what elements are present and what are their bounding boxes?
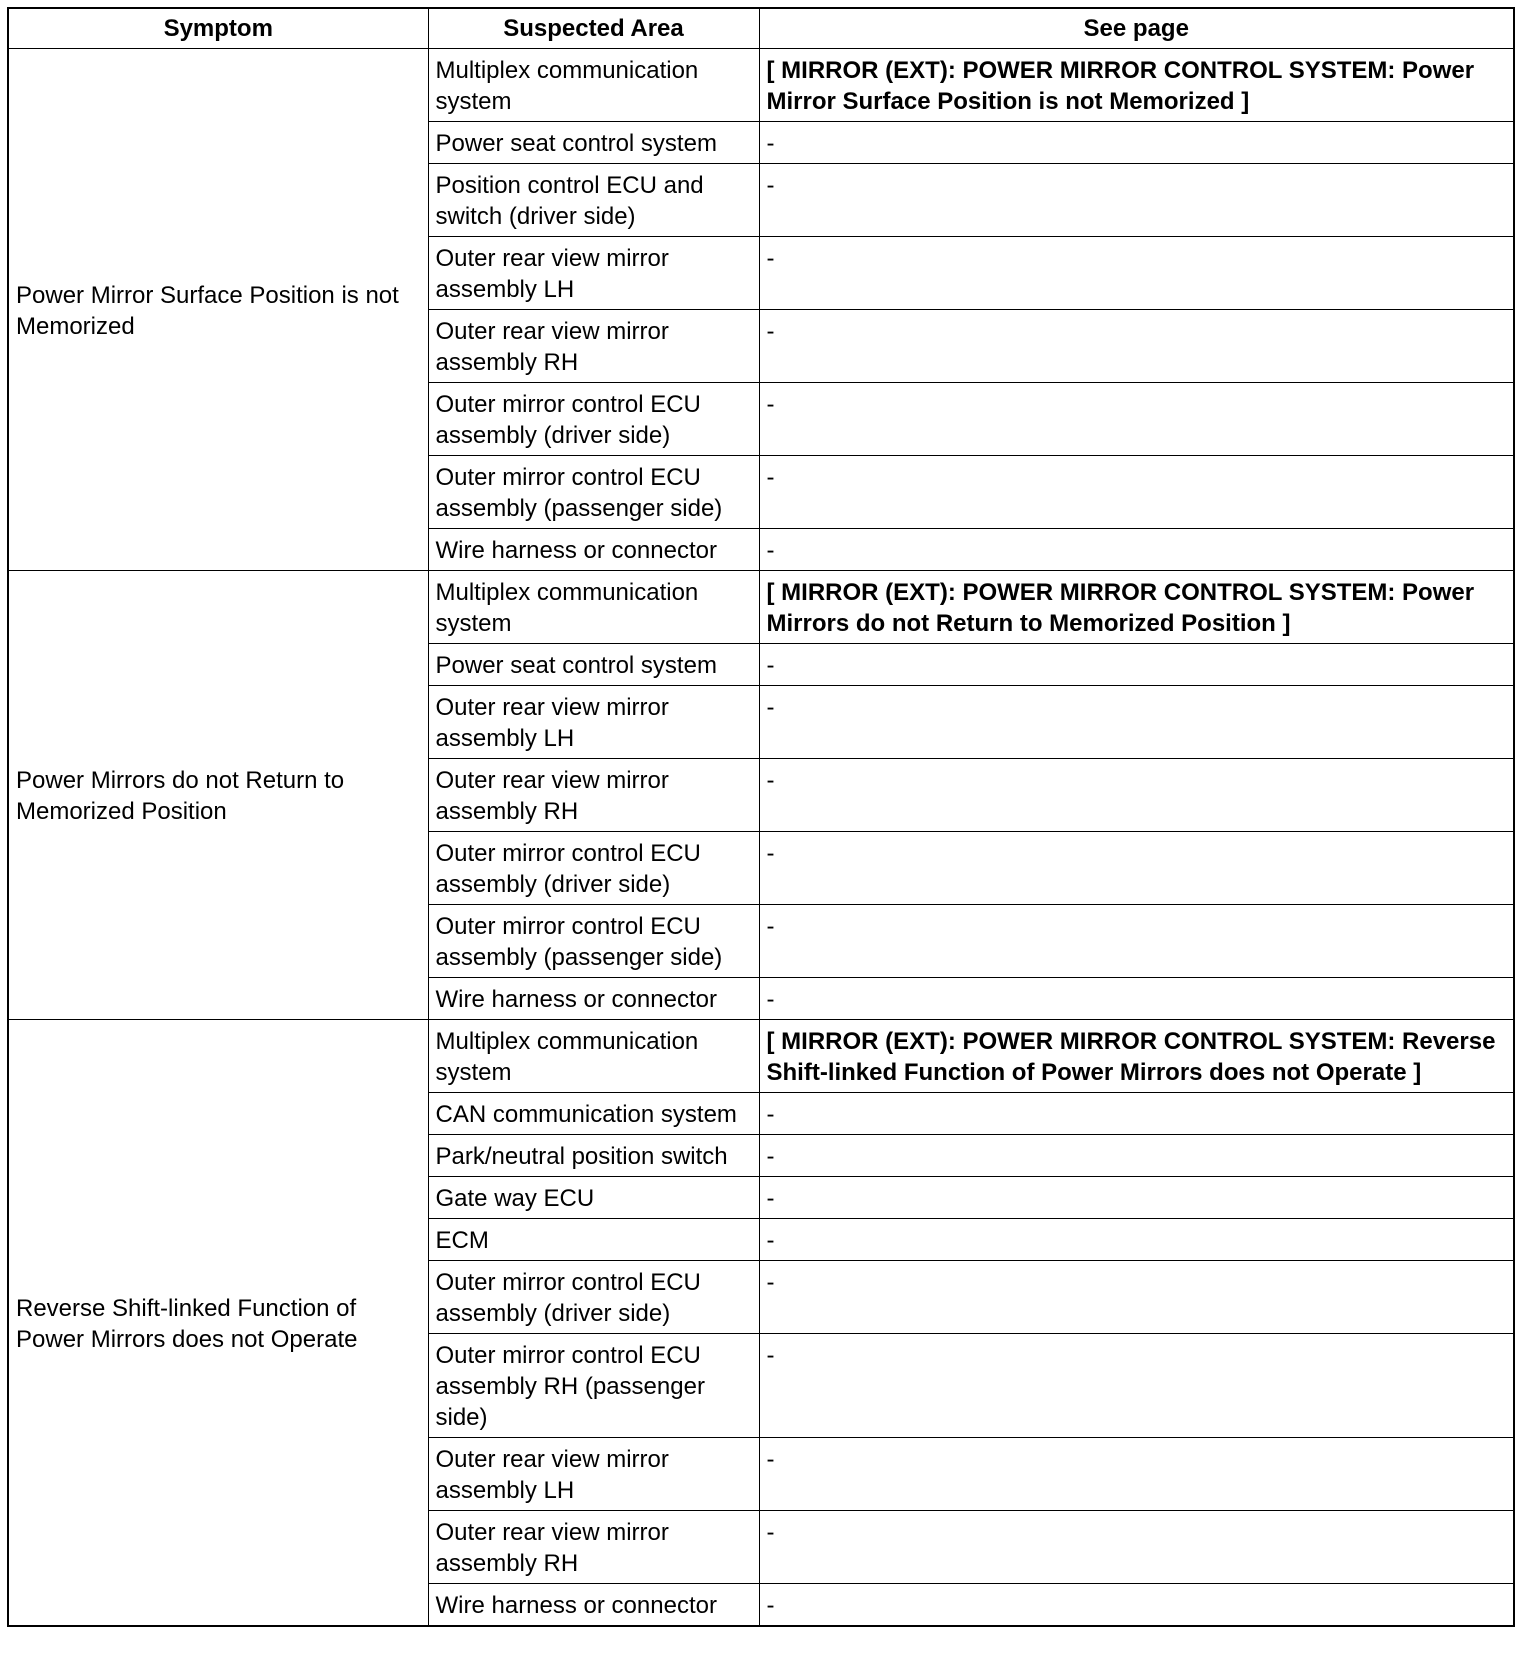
see-page-cell: - xyxy=(759,456,1514,529)
suspected-area-cell: ECM xyxy=(428,1219,759,1261)
suspected-area-cell: Position control ECU and switch (driver side) xyxy=(428,164,759,237)
symptom-cell: Reverse Shift-linked Function of Power Mirrors does not Operate xyxy=(8,1020,428,1627)
suspected-area-cell: Wire harness or connector xyxy=(428,529,759,571)
suspected-area-cell: Outer mirror control ECU assembly (driver side) xyxy=(428,383,759,456)
see-page-cell: - xyxy=(759,759,1514,832)
see-page-cell: - xyxy=(759,1334,1514,1438)
table-row xyxy=(8,1020,1514,1093)
suspected-area-cell: Wire harness or connector xyxy=(428,1584,759,1627)
see-page-cell: - xyxy=(759,905,1514,978)
suspected-area-cell: Multiplex communication system xyxy=(428,571,759,644)
suspected-area-cell: Outer mirror control ECU assembly RH (passenger side) xyxy=(428,1334,759,1438)
see-page-cell: - xyxy=(759,1135,1514,1177)
see-page-cell: - xyxy=(759,529,1514,571)
see-page-cell: - xyxy=(759,310,1514,383)
header-suspected-area: Suspected Area xyxy=(428,8,759,49)
symptom-cell: Power Mirror Surface Position is not Memorized xyxy=(8,49,428,571)
suspected-area-cell: Outer mirror control ECU assembly (driver side) xyxy=(428,1261,759,1334)
suspected-area-cell: Outer rear view mirror assembly RH xyxy=(428,310,759,383)
suspected-area-cell: Multiplex communication system xyxy=(428,1020,759,1093)
suspected-area-cell: Outer mirror control ECU assembly (driver side) xyxy=(428,832,759,905)
see-page-cell: - xyxy=(759,164,1514,237)
header-row xyxy=(8,8,1514,49)
suspected-area-cell: Outer rear view mirror assembly LH xyxy=(428,1438,759,1511)
suspected-area-cell: Power seat control system xyxy=(428,122,759,164)
see-page-cell: - xyxy=(759,1511,1514,1584)
see-page-cell: - xyxy=(759,237,1514,310)
suspected-area-cell: Power seat control system xyxy=(428,644,759,686)
suspected-area-cell: Outer mirror control ECU assembly (passenger side) xyxy=(428,456,759,529)
suspected-area-cell: Outer rear view mirror assembly RH xyxy=(428,1511,759,1584)
suspected-area-cell: Outer rear view mirror assembly RH xyxy=(428,759,759,832)
suspected-area-cell: Outer rear view mirror assembly LH xyxy=(428,686,759,759)
suspected-area-cell: Multiplex communication system xyxy=(428,49,759,122)
table-row xyxy=(8,49,1514,122)
see-page-link[interactable]: [ MIRROR (EXT): POWER MIRROR CONTROL SYSTEM: Reverse Shift-linked Function of Power Mirrors does not Operate ] xyxy=(759,1020,1514,1093)
see-page-cell: - xyxy=(759,1093,1514,1135)
see-page-cell: - xyxy=(759,644,1514,686)
table-row xyxy=(8,571,1514,644)
header-symptom: Symptom xyxy=(8,8,428,49)
see-page-cell: - xyxy=(759,1261,1514,1334)
see-page-cell: - xyxy=(759,832,1514,905)
suspected-area-cell: Outer rear view mirror assembly LH xyxy=(428,237,759,310)
see-page-cell: - xyxy=(759,1438,1514,1511)
see-page-cell: - xyxy=(759,1219,1514,1261)
symptom-cell: Power Mirrors do not Return to Memorized Position xyxy=(8,571,428,1020)
see-page-cell: - xyxy=(759,1584,1514,1627)
see-page-link[interactable]: [ MIRROR (EXT): POWER MIRROR CONTROL SYSTEM: Power Mirrors do not Return to Memorized Position ] xyxy=(759,571,1514,644)
see-page-cell: - xyxy=(759,383,1514,456)
see-page-cell: - xyxy=(759,122,1514,164)
suspected-area-cell: CAN communication system xyxy=(428,1093,759,1135)
see-page-cell: - xyxy=(759,978,1514,1020)
header-see-page: See page xyxy=(759,8,1514,49)
suspected-area-cell: Park/neutral position switch xyxy=(428,1135,759,1177)
suspected-area-cell: Wire harness or connector xyxy=(428,978,759,1020)
suspected-area-cell: Gate way ECU xyxy=(428,1177,759,1219)
symptom-table xyxy=(7,7,1515,1627)
see-page-cell: - xyxy=(759,686,1514,759)
see-page-link[interactable]: [ MIRROR (EXT): POWER MIRROR CONTROL SYSTEM: Power Mirror Surface Position is not Memorized ] xyxy=(759,49,1514,122)
see-page-cell: - xyxy=(759,1177,1514,1219)
suspected-area-cell: Outer mirror control ECU assembly (passenger side) xyxy=(428,905,759,978)
